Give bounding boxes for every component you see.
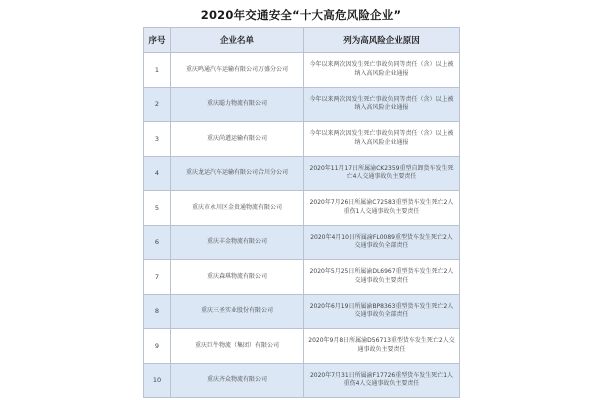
row-reason: 2020年7月26日所属渝C72583重型货车发生死亡2人重伤1人交通事故负主要责任 xyxy=(304,191,460,226)
row-reason: 今年以来两次因发生死亡事故负同等责任（含）以上被纳入高风险企业通报 xyxy=(304,53,460,88)
row-company: 重庆鸣通汽车运输有限公司万盛分公司 xyxy=(171,53,304,88)
risk-enterprise-table xyxy=(143,27,460,398)
row-reason: 2020年11月17日所属渝CK2359重型自卸货车发生死亡4人交通事故负主要责任 xyxy=(304,156,460,191)
row-number: 4 xyxy=(144,156,171,191)
row-company: 重庆市永川区金贵通物流有限公司 xyxy=(171,191,304,226)
row-reason: 2020年6月19日所属渝BP8363重型货车发生死亡2人交通事故负全部责任 xyxy=(304,294,460,329)
row-company: 重庆丰金物流有限公司 xyxy=(171,225,304,260)
row-company: 重庆龙运汽车运输有限公司合川分公司 xyxy=(171,156,304,191)
row-reason: 2020年5月25日所属渝DL6967重型货车发生死亡2人交通事故负主要责任 xyxy=(304,260,460,295)
table-row xyxy=(144,122,460,157)
row-number: 3 xyxy=(144,122,171,157)
row-company: 重庆巨牛物流（集团）有限公司 xyxy=(171,329,304,364)
row-number: 7 xyxy=(144,260,171,295)
row-reason: 2020年7月31日所属渝F17726重型货车发生死亡1人重伤4人交通事故负主要责任 xyxy=(304,363,460,398)
header-reason: 列为高风险企业原因 xyxy=(304,28,460,53)
table-row xyxy=(144,225,460,260)
header-serial-number: 序号 xyxy=(144,28,171,53)
table-row xyxy=(144,156,460,191)
row-reason: 今年以来两次因发生死亡事故负同等责任（含）以上被纳入高风险企业通报 xyxy=(304,87,460,122)
table-row xyxy=(144,363,460,398)
header-company-list: 企业名单 xyxy=(171,28,304,53)
row-company: 重庆聪力物流有限公司 xyxy=(171,87,304,122)
row-company: 重庆尚遒运输有限公司 xyxy=(171,122,304,157)
row-company: 重庆三圣实业股份有限公司 xyxy=(171,294,304,329)
row-company: 重庆齐众物流有限公司 xyxy=(171,363,304,398)
table-row xyxy=(144,294,460,329)
row-number: 9 xyxy=(144,329,171,364)
document-sheet xyxy=(143,0,459,400)
table-header-row xyxy=(144,28,460,53)
table-row xyxy=(144,87,460,122)
row-number: 8 xyxy=(144,294,171,329)
row-reason: 2020年9月8日所属渝D56713重型货车发生死亡2人交通事故负主要责任 xyxy=(304,329,460,364)
row-number: 2 xyxy=(144,87,171,122)
table-row xyxy=(144,260,460,295)
row-reason: 今年以来两次因发生死亡事故负同等责任（含）以上被纳入高风险企业通报 xyxy=(304,122,460,157)
row-reason: 2020年4月10日所属渝FL0089重型货车发生死亡2人交通事故负全部责任 xyxy=(304,225,460,260)
row-number: 1 xyxy=(144,53,171,88)
table-row xyxy=(144,53,460,88)
row-company: 重庆森琪物流有限公司 xyxy=(171,260,304,295)
table-row xyxy=(144,329,460,364)
row-number: 10 xyxy=(144,363,171,398)
table-row xyxy=(144,191,460,226)
row-number: 5 xyxy=(144,191,171,226)
row-number: 6 xyxy=(144,225,171,260)
document-title: 2020年交通安全“十大高危风险企业” xyxy=(200,8,402,22)
